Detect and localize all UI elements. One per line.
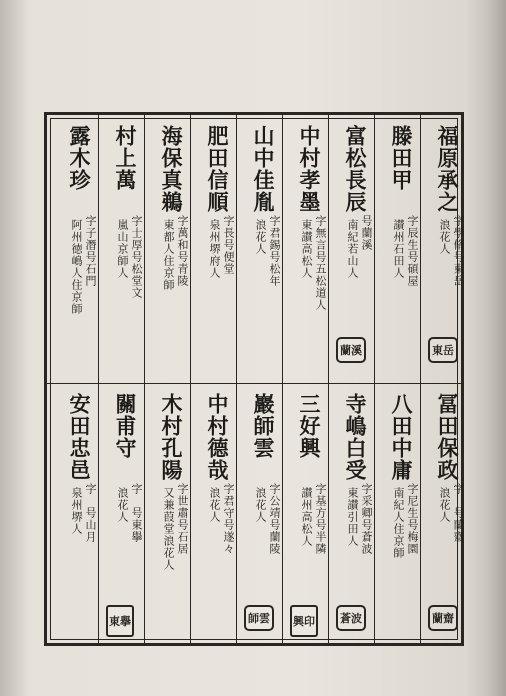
- entry-detail: 字無言号五松道人: [314, 215, 327, 311]
- entry-detail: 字士厚号松堂文: [130, 215, 143, 299]
- entry-name: 海保真鵜: [159, 125, 184, 213]
- entry-name: 安田忠邑: [67, 393, 92, 481]
- entry-name: 露木珍: [67, 125, 92, 191]
- entry-detail: 讃州石田人: [392, 219, 405, 279]
- entry-name: 福原承之: [435, 125, 460, 213]
- entry-cell: [190, 387, 236, 649]
- entry-detail: 浪花人: [116, 487, 129, 523]
- entry-cell: [52, 387, 98, 649]
- entry-detail: 東都人住京師: [162, 219, 175, 291]
- entry-cell: [236, 387, 282, 649]
- entry-name: 村上萬: [113, 125, 138, 191]
- entry-name: 冨田保政: [435, 393, 460, 481]
- entry-name: 山中佳胤: [251, 125, 276, 213]
- entry-detail: 字辰生号碩屋: [406, 215, 419, 287]
- entry-detail: 号蘭溪: [360, 215, 373, 251]
- entry-detail: 浪花人: [208, 487, 221, 523]
- entry-detail: 字萬和号青陵: [176, 215, 189, 287]
- entry-name: 肥田信順: [205, 125, 230, 213]
- entry-name: 中村孝墨: [297, 125, 322, 213]
- entry-name: 關甫守: [113, 393, 138, 459]
- entry-name: 八田中庸: [389, 393, 414, 481]
- entry-cell: [98, 119, 144, 381]
- row-divider: [47, 383, 461, 384]
- entry-name: 木村孔陽: [159, 393, 184, 481]
- entry-detail: 字基方号半隣: [314, 483, 327, 555]
- entry-name: 中村德哉: [205, 393, 230, 481]
- entry-detail: 字學脩号東岳: [452, 215, 465, 287]
- seal-stamp: 東岳: [428, 337, 458, 363]
- entry-name: 巖師雲: [251, 393, 276, 459]
- entry-detail: 字采卿号蒼波: [360, 483, 373, 555]
- entry-detail: 浪花人: [254, 487, 267, 523]
- entry-cell: [282, 387, 328, 649]
- entry-cell: [328, 387, 374, 649]
- entry-detail: 字君錫号松年: [268, 215, 281, 287]
- entry-detail: 字 号東擧: [130, 483, 143, 543]
- register-frame: [44, 112, 464, 646]
- entry-cell: [374, 119, 420, 381]
- entry-name: 滕田甲: [389, 125, 414, 191]
- entry-detail: 讃州高松人: [300, 487, 313, 547]
- entry-detail: 東讃高松人: [300, 219, 313, 279]
- seal-stamp: 興印: [290, 605, 318, 637]
- entry-name: 寺嶋白受: [343, 393, 368, 481]
- entry-cell: [98, 387, 144, 649]
- entry-detail: 泉州堺府人: [208, 219, 221, 279]
- entry-detail: 字君守号遂々: [222, 483, 235, 555]
- entry-detail: 又兼葭堂浪花人: [162, 487, 175, 571]
- entry-detail: 字子潛号石門: [84, 215, 97, 287]
- book-spine: [488, 0, 506, 696]
- entry-cell: [282, 119, 328, 381]
- entry-detail: 字長号便堂: [222, 215, 235, 275]
- entry-name: 富松長辰: [343, 125, 368, 213]
- entry-detail: 浪花人: [438, 219, 451, 255]
- entry-detail: 字世肅号石居: [176, 483, 189, 555]
- seal-stamp: 蒼波: [336, 605, 366, 631]
- entry-detail: 字 号蘭齋: [452, 483, 465, 543]
- entry-cell: [420, 387, 466, 649]
- seal-stamp: 師雲: [244, 605, 274, 631]
- entry-detail: 嵐山京師人: [116, 219, 129, 279]
- seal-stamp: 東擧: [106, 605, 134, 637]
- entry-cell: [420, 119, 466, 381]
- entry-cell: [236, 119, 282, 381]
- entry-detail: 阿州徳嶋人住京師: [70, 219, 83, 315]
- entry-detail: 泉州堺人: [70, 487, 83, 535]
- entry-cell: [144, 119, 190, 381]
- entry-detail: 字公靖号蘭陵: [268, 483, 281, 555]
- entry-detail: 南紀人住京師: [392, 487, 405, 559]
- entry-detail: 浪花人: [438, 487, 451, 523]
- entry-detail: 南紀若山人: [346, 219, 359, 279]
- entry-cell: [374, 387, 420, 649]
- entry-detail: 浪花人: [254, 219, 267, 255]
- entry-cell: [328, 119, 374, 381]
- entry-detail: 字 号山月: [84, 483, 97, 543]
- entry-cell: [190, 119, 236, 381]
- entry-detail: 東讃引田人: [346, 487, 359, 547]
- entry-cell: [144, 387, 190, 649]
- entry-detail: 字尼生号梅園: [406, 483, 419, 555]
- entry-cell: [52, 119, 98, 381]
- seal-stamp: 蘭溪: [336, 337, 366, 363]
- entry-name: 三好興: [297, 393, 322, 459]
- seal-stamp: 蘭齋: [428, 605, 458, 631]
